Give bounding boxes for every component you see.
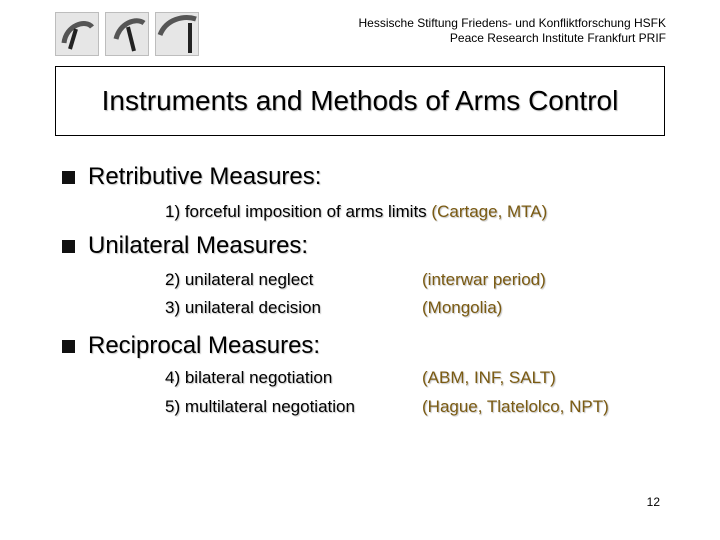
list-item-paren: (Hague, Tlatelolco, NPT) <box>422 397 609 416</box>
list-item-paren: (ABM, INF, SALT) <box>422 368 556 387</box>
list-item-text: 4) bilateral negotiation <box>165 368 333 387</box>
logo-tile-3 <box>155 12 199 56</box>
list-item-text: 3) unilateral decision <box>165 298 321 317</box>
bullet-square-icon <box>62 340 75 353</box>
section-heading: Reciprocal Measures: <box>88 332 321 359</box>
institute-header <box>359 16 666 46</box>
item-paren: (Cartage, MTA) <box>431 202 548 221</box>
bullet-square-icon <box>62 240 75 253</box>
title-box <box>55 66 665 136</box>
section-heading: Retributive Measures: <box>88 163 322 190</box>
bullet-unilateral <box>62 232 308 260</box>
hsfk-logo <box>55 12 200 56</box>
bullet-square-icon <box>62 171 75 184</box>
list-item-text: 2) unilateral neglect <box>165 270 314 289</box>
logo-tile-1 <box>55 12 99 56</box>
logo-tile-2 <box>105 12 149 56</box>
page-number: 12 <box>646 495 660 509</box>
bullet-retributive <box>62 163 321 191</box>
list-item-paren: (Mongolia) <box>422 298 503 317</box>
slide-title: Instruments and Methods of Arms Control <box>101 85 619 116</box>
list-item <box>165 202 547 222</box>
item-text: 1) forceful imposition of arms limits <box>165 202 427 221</box>
list-item-paren: (interwar period) <box>422 270 546 289</box>
section-heading: Unilateral Measures: <box>88 232 309 259</box>
list-item-text: 5) multilateral negotiation <box>165 397 355 416</box>
header-line-1: Hessische Stiftung Friedens- und Konfliktforschung HSFK <box>358 16 666 30</box>
bullet-reciprocal <box>62 332 320 360</box>
header-line-2: Peace Research Institute Frankfurt PRIF <box>449 31 666 45</box>
